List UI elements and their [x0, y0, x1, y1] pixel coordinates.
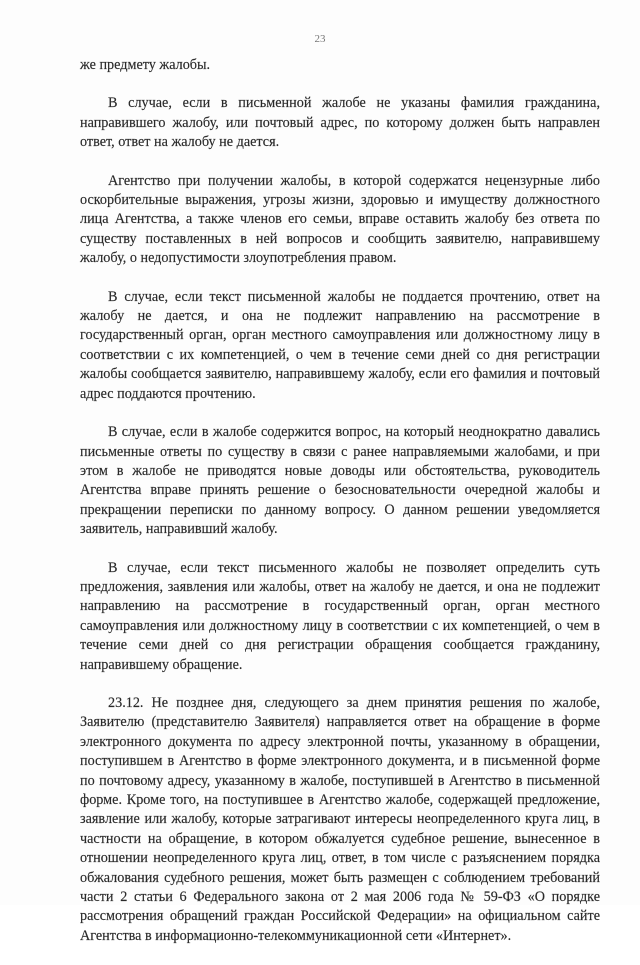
paragraph-23-12: 23.12. Не позднее дня, следующего за днем принятия решения по жалобе, Заявителю (представителю Заявителя) направляется ответ на обращение в форме электронного документа по адресу электронной почты, указанному в обращении, поступившем в Агентство в форме электронного документа, и в письменной форме по почтовому адресу, указанному в жалобе, поступившей в Агентство в письменной форме. Кроме того, на поступившее в Агентство жалобе, содержащей предложение, заявление или жалобу, которые затрагивают интересы неопределенного круга лиц, в частности на обращение, в котором обжалуется судебное решение, вынесенное в отношении неопределенного круга лиц, ответ, в том числе с разъяснением порядка обжалования судебного решения, может быть размещен с соблюдением требований части 2 статьи 6 Федерального закона от 2 мая 2006 года № 59-ФЗ «О порядке рассмотрения обращений граждан Российской Федерации» на официальном сайте Агентства в информационно-телекоммуникационной сети «Интернет».: [80, 694, 600, 944]
paragraph-undefined-essence: В случае, если текст письменного жалобы не позволяет определить суть предложения, заявления или жалобы, ответ на жалобу не дается, и она не подлежит направлению на рассмотрение в государственный орган, орган местного самоуправления или должностному лицу в соответствии с их компетенцией, о чем в течение семи дней со дня регистрации обращения сообщается гражданину, направившему обращение.: [80, 559, 600, 673]
paragraph-repeated-question: В случае, если в жалобе содержится вопрос, на который неоднократно давались письменные ответы по существу в связи с ранее направляемыми жалобами, и при этом в жалобе не приводятся новые доводы или обстоятельства, руководитель Агентства вправе принять решение о безосновательности очередной жалобы и прекращении переписки по данному вопросу. О данном решении уведомляется заявитель, направивший жалобу.: [80, 424, 600, 538]
page-number: 23: [314, 33, 326, 45]
paragraph-obscene-language: Агентство при получении жалобы, в которой содержатся нецензурные либо оскорбительные выражения, угрозы жизни, здоровью и имуществу должностного лица Агентства, а также членов его семьи, вправе оставить жалобу без ответа по существу поставленных в ней вопросов и сообщить заявителю, направившему жалобу, о недопустимости злоупотребления правом.: [80, 172, 600, 267]
paragraph-missing-name: В случае, если в письменной жалобе не указаны фамилия гражданина, направившего жалобу, или почтовый адрес, по которому должен быть направлен ответ, ответ на жалобу не дается.: [80, 95, 600, 151]
paragraph-illegible-text: В случае, если текст письменной жалобы не поддается прочтению, ответ на жалобу не дается, и она не подлежит направлению на рассмотрение в государственный орган, орган местного самоуправления или должностному лицу в соответствии с их компетенцией, о чем в течение семи дней со дня регистрации жалобы сообщается заявителю, направившему жалобу, если его фамилия и почтовый адрес поддаются прочтению.: [80, 288, 600, 402]
document-body: [80, 56, 600, 965]
paragraph-continuation: же предмету жалобы.: [80, 57, 211, 73]
